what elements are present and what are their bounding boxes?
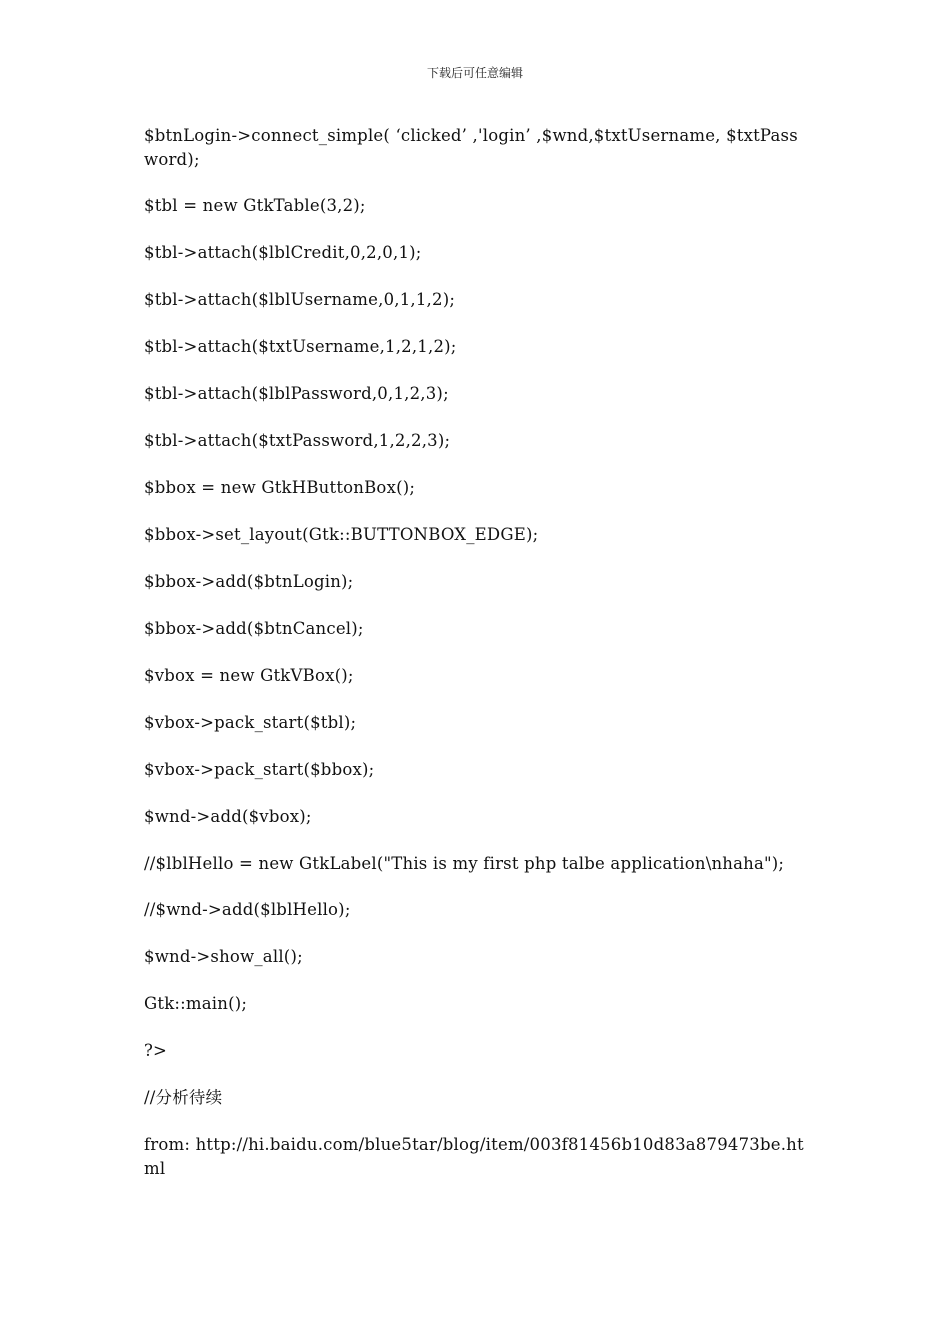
code-line-analysis-note: //分析待续 <box>144 1088 223 1107</box>
code-line-add-cancel: $bbox->add($btnCancel); <box>144 619 364 638</box>
code-line-attach-password-label: $tbl->attach($lblPassword,0,1,2,3); <box>144 384 449 403</box>
code-line-attach-credit: $tbl->attach($lblCredit,0,2,0,1); <box>144 243 422 262</box>
code-line-comment-label: //$lblHello = new GtkLabel("This is my first php talbe application\nhaha"); <box>144 854 785 873</box>
code-line-set-layout: $bbox->set_layout(Gtk::BUTTONBOX_EDGE); <box>144 525 539 544</box>
code-line-attach-username-field: $tbl->attach($txtUsername,1,2,1,2); <box>144 337 457 356</box>
code-line-connect-simple: $btnLogin->connect_simple( ‘clicked’ ,'login’ ,$wnd,$txtUsername, $txtPassword); <box>144 126 798 169</box>
code-line-new-vbox: $vbox = new GtkVBox(); <box>144 666 354 685</box>
document-body <box>144 124 804 1204</box>
code-line-add-vbox: $wnd->add($vbox); <box>144 807 312 826</box>
code-line-pack-bbox: $vbox->pack_start($bbox); <box>144 760 375 779</box>
code-line-new-buttonbox: $bbox = new GtkHButtonBox(); <box>144 478 416 497</box>
code-line-add-login: $bbox->add($btnLogin); <box>144 572 354 591</box>
code-line-comment-add: //$wnd->add($lblHello); <box>144 900 351 919</box>
code-line-show-all: $wnd->show_all(); <box>144 947 303 966</box>
code-line-attach-username-label: $tbl->attach($lblUsername,0,1,1,2); <box>144 290 456 309</box>
code-line-attach-password-field: $tbl->attach($txtPassword,1,2,2,3); <box>144 431 451 450</box>
code-line-php-close: ?> <box>144 1041 168 1060</box>
page-header: 下载后可任意编辑 <box>426 66 523 80</box>
code-line-pack-table: $vbox->pack_start($tbl); <box>144 713 357 732</box>
code-line-main: Gtk::main(); <box>144 994 248 1013</box>
source-url-line: from: http://hi.baidu.com/blue5tar/blog/item/003f81456b10d83a879473be.html <box>144 1135 804 1178</box>
code-line-new-table: $tbl = new GtkTable(3,2); <box>144 196 366 215</box>
